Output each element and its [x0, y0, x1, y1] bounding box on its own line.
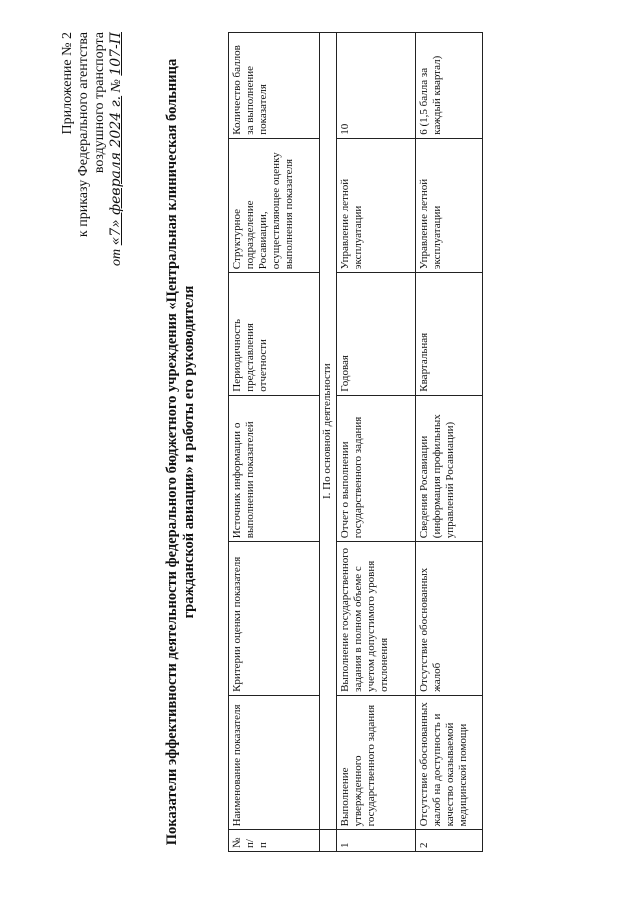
- appendix-title: Приложение № 2: [60, 32, 75, 135]
- date-prefix: от: [109, 248, 124, 266]
- cell-num: 1: [337, 830, 416, 852]
- title-line-1: Показатели эффективности деятельности федерального бюджетного учреждения «Центральная клиническая больница: [164, 58, 180, 846]
- cell-points: 10: [337, 33, 416, 139]
- section-row: [320, 33, 337, 852]
- cell-num: 2: [416, 830, 483, 852]
- appendix-order-ref: к приказу Федерального агентства: [76, 32, 91, 238]
- date-value: «7» февраля 2024 г.: [108, 95, 124, 246]
- header-period: Периодичность представления отчетности: [229, 273, 320, 395]
- header-source: Источник информации о выполнении показателей: [229, 395, 320, 542]
- appendix-agency: воздушного транспорта: [92, 32, 107, 174]
- cell-department: Управление летной эксплуатации: [337, 138, 416, 272]
- cell-criteria: Выполнение государственного задания в полном объеме с учетом допустимого уровня отклонения: [337, 542, 416, 696]
- table-header-row: [229, 33, 320, 852]
- cell-points: 6 (1,5 балла за каждый квартал): [416, 33, 483, 139]
- appendix-date-line: [108, 32, 125, 452]
- document-title: [164, 32, 198, 872]
- section-blank-cell: [320, 830, 337, 852]
- indicators-table: [228, 32, 483, 852]
- number-value: 107-П: [108, 32, 124, 76]
- table-row: [337, 33, 416, 852]
- number-prefix: №: [109, 79, 124, 93]
- header-name: Наименование показателя: [229, 695, 320, 829]
- rotated-content: [60, 32, 580, 872]
- cell-source: Отчет о выполнении государственного задания: [337, 395, 416, 542]
- section-title: I. По основной деятельности: [320, 33, 337, 830]
- appendix-block: [60, 32, 125, 452]
- cell-name: Отсутствие обоснованных жалоб на доступность и качество оказываемой медицинской помощи: [416, 695, 483, 829]
- header-num: № п/п: [229, 830, 320, 852]
- cell-department: Управление летной эксплуатации: [416, 138, 483, 272]
- header-criteria: Критерии оценки показателя: [229, 542, 320, 696]
- title-line-2: гражданской авиации» и работы его руководителя: [181, 285, 197, 619]
- cell-name: Выполнение утвержденного государственного задания: [337, 695, 416, 829]
- cell-period: Годовая: [337, 273, 416, 395]
- header-department: Структурное подразделение Росавиации, осуществляющее оценку выполнения показателя: [229, 138, 320, 272]
- cell-source: Сведения Росавиации (информация профильных управлений Росавиации): [416, 395, 483, 542]
- header-points: Количество баллов за выполнение показателя: [229, 33, 320, 139]
- cell-period: Квартальная: [416, 273, 483, 395]
- table-row: [416, 33, 483, 852]
- cell-criteria: Отсутствие обоснованных жалоб: [416, 542, 483, 696]
